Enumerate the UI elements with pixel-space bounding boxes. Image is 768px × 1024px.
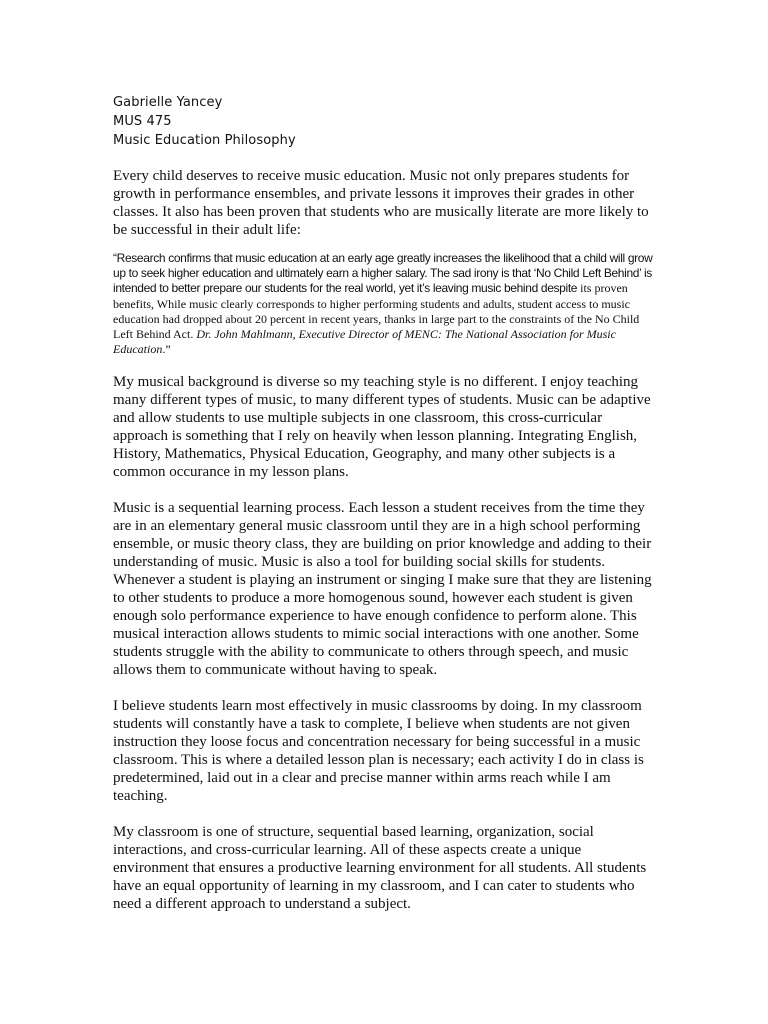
- document-page: [113, 93, 659, 913]
- body-paragraph-background: My musical background is diverse so my teaching style is no different. I enjoy teaching many different types of music, to many different types of students. Music can be adaptive and allow students to use multiple subjects in one classroom, this cross-curricular approach is something that I rely on heavily when lesson planning. Integrating English, History, Mathematics, Physical Education, Geography, and many other subjects is a common occurance in my lesson plans.: [113, 374, 651, 481]
- body-paragraph-learning: I believe students learn most effectively in music classrooms by doing. In my classroom students will constantly have a task to complete, I believe when students are not given instruction they loose focus and concentration necessary for being successful in a music classroom. This is where a detailed lesson plan is necessary; each activity I do in class is predetermined, laid out in a clear and precise manner within arms reach while I am teaching.: [113, 698, 644, 805]
- quote-text-condensed: “Research confirms that music education at an early age greatly increases the likelihood that a child will grow up to seek higher education and ultimately earn a higher salary. The sad irony is that ‘No Child Left Behind’ is intended to better prepare our students for the real world, yet it’s leaving music behind despite: [113, 251, 653, 296]
- document-header: [113, 93, 659, 150]
- quote-close: .”: [162, 342, 171, 357]
- body-paragraph-sequential: Music is a sequential learning process. Each lesson a student receives from the time they are in an elementary general music classroom until they are in a high school performing ensemble, or music theory class, they are building on prior knowledge and adding to their understanding of music. Music is also a tool for building social skills for students. Whenever a student is playing an instrument or singing I make sure that they are listening to other students to produce a more homogenous sound, however each student is given enough solo performance experience to have enough confidence to perform alone. This musical interaction allows students to mimic social interactions with one another. Some students struggle with the ability to communicate to others through speech, and music allows them to communicate without having to speak.: [113, 500, 652, 679]
- quote-text: its proven benefits, While music clearly corresponds to higher performing students and adults, student access to music education had dropped about 20 percent in recent years, thanks in large part to the constraints of the No Child Left Behind Act.: [113, 281, 640, 342]
- document-title: Music Education Philosophy: [113, 133, 296, 148]
- author-name: Gabrielle Yancey: [113, 95, 223, 110]
- intro-paragraph: Every child deserves to receive music education. Music not only prepares students for growth in performance ensembles, and private lessons it improves their grades in other classes. It also has been proven that students who are musically literate are more likely to be successful in their adult life:: [113, 168, 649, 238]
- quote-citation: Dr. John Mahlmann, Executive Director of MENC: The National Association for Music Education: [113, 327, 616, 357]
- course-code: MUS 475: [113, 114, 172, 129]
- block-quote: [113, 251, 659, 357]
- body-paragraph-classroom: My classroom is one of structure, sequential based learning, organization, social interactions, and cross-curricular learning. All of these aspects create a unique environment that ensures a productive learning environment for all students. All students have an equal opportunity of learning in my classroom, and I can cater to students who need a different approach to understand a subject.: [113, 824, 647, 913]
